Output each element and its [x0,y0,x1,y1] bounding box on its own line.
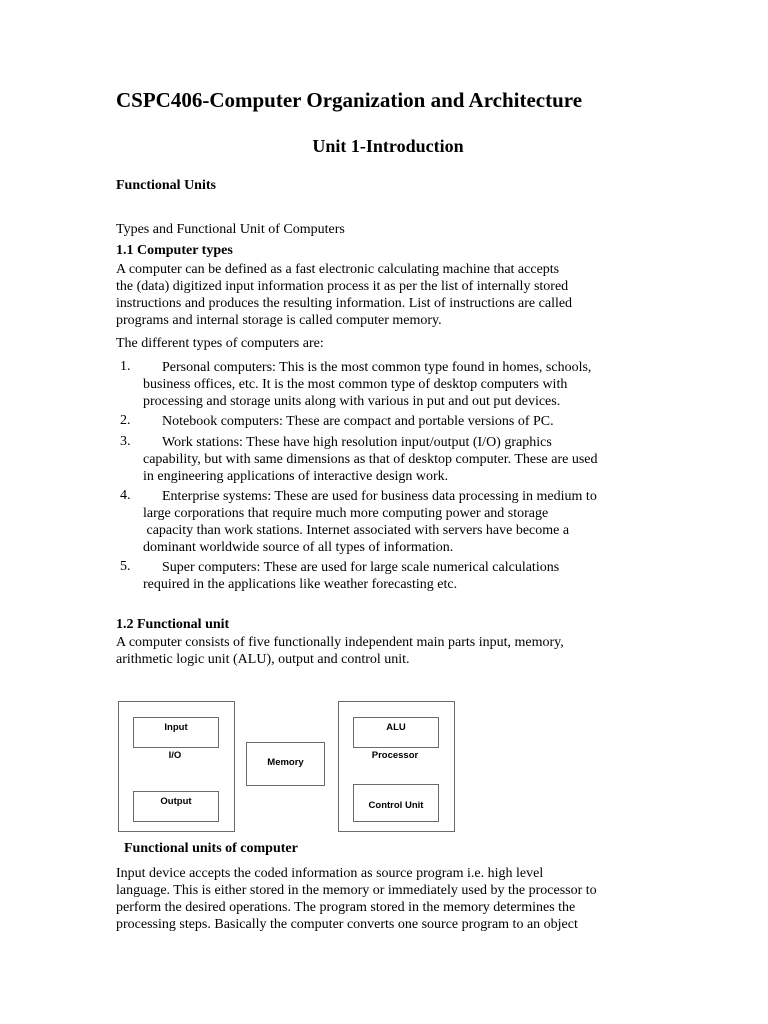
text-line: instructions and produces the resulting information. List of instructions are called [116,296,573,311]
text-line: language. This is either stored in the memory or immediately used by the processor to [116,883,597,898]
memory-label: Memory [267,757,304,768]
list-number: 1. [120,359,131,374]
input-label: Input [164,722,188,733]
processor-block [338,701,455,832]
text-line: Enterprise systems: These are used for business data processing in medium to [162,489,597,504]
list-number: 4. [120,488,131,503]
input-device-paragraph [116,865,656,933]
list-text [143,434,653,485]
text-line: business offices, etc. It is the most common type of desktop computers with [143,377,568,392]
list-text [143,359,653,410]
section-1-1-heading: 1.1 Computer types [116,243,233,258]
text-line: A computer can be defined as a fast electronic calculating machine that accepts [116,262,560,277]
list-text [143,413,653,430]
text-line: processing and storage units along with various in put and out put devices. [143,394,561,409]
types-line: Types and Functional Unit of Computers [116,222,345,237]
functional-units-heading: Functional Units [116,178,216,193]
text-line: Personal computers: This is the most common type found in homes, schools, [162,360,592,375]
alu-box [353,717,439,748]
control-unit-box [353,784,439,822]
text-line: in engineering applications of interactive design work. [143,469,449,484]
io-block [118,701,235,832]
list-number: 3. [120,434,131,449]
text-line: Notebook computers: These are compact and portable versions of PC. [162,414,554,429]
list-number: 2. [120,413,131,428]
list-number: 5. [120,559,131,574]
text-line: Work stations: These have high resolution input/output (I/O) graphics [162,435,552,450]
section-1-1-paragraph [116,261,656,329]
io-label: I/O [168,750,182,761]
list-text [143,559,653,593]
output-box [133,791,219,822]
types-intro: The different types of computers are: [116,336,324,351]
text-line: processing steps. Basically the computer converts one source program to an object [116,917,578,932]
text-line: Input device accepts the coded information as source program i.e. high level [116,866,544,881]
text-line: required in the applications like weather forecasting etc. [143,577,458,592]
section-1-2-heading: 1.2 Functional unit [116,617,230,632]
text-line: large corporations that require much more computing power and storage [143,506,549,521]
text-line: perform the desired operations. The program stored in the memory determines the [116,900,576,915]
section-1-2-paragraph [116,634,656,668]
diagram-caption: Functional units of computer [124,841,298,856]
text-line: the (data) digitized input information process it as per the list of internally stored [116,279,569,294]
text-line: Super computers: These are used for large scale numerical calculations [162,560,560,575]
output-label: Output [160,796,192,807]
text-line: programs and internal storage is called computer memory. [116,313,442,328]
text-line: capability, but with same dimensions as that of desktop computer. These are used [143,452,598,467]
text-line: dominant worldwide source of all types of information. [143,540,454,555]
memory-box [246,742,325,786]
text-line: capacity than work stations. Internet associated with servers have become a [143,523,570,538]
alu-label: ALU [386,722,406,733]
input-box [133,717,219,748]
document-title: CSPC406-Computer Organization and Architecture [116,88,583,112]
processor-label: Processor [371,750,419,761]
unit-subtitle: Unit 1-Introduction [312,136,464,156]
control-unit-label: Control Unit [368,800,424,811]
list-text [143,488,653,556]
text-line: A computer consists of five functionally independent main parts input, memory, [116,635,564,650]
text-line: arithmetic logic unit (ALU), output and control unit. [116,652,410,667]
